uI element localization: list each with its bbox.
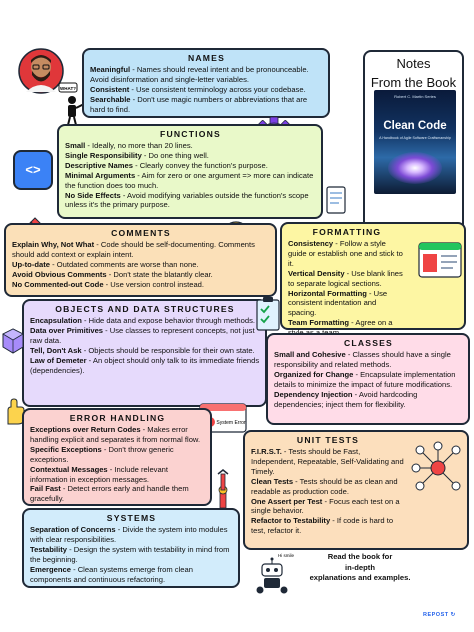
document-icon [326,186,346,214]
book-title: Clean Code [383,120,447,132]
names-title: NAMES [187,53,226,63]
formatting-item: Team Formatting - Agree on a [288,318,393,328]
formatting-item: Consistency - Follow a style guide or establish one and stick to it. [288,239,403,268]
chart-card-icon [418,242,462,278]
error-item: Specific Exceptions - Don't throw generic exceptions. [30,444,174,464]
read-line3: explanations and examples. [309,573,411,582]
formatting-item: Vertical Density - Use blank lines to separate logical sections. [288,268,403,288]
classes-card [266,333,470,425]
repost-icon[interactable]: REPOST ↻ [423,612,456,618]
systems-title: SYSTEMS [106,513,157,523]
notes-title-line2: From the Book [370,75,457,90]
classes-item: Small and Cohesive - Classes should have a single responsibility and related methods. [274,350,451,369]
objects-title: OBJECTS AND DATA STRUCTURES [55,304,235,314]
objects-item: Law of Demeter - An object should only talk to its immediate friends (dependencies). [30,355,260,375]
notes-title-line1: Notes [396,56,431,71]
read-line2: in-depth [345,562,375,572]
error-item: Fail Fast - Detect errors early and handle them gracefully. [30,484,189,504]
formatting-item: Horizontal Formatting - Use consistent indentation and spacing. [288,288,388,318]
functions-item: Descriptive Names - Clearly convey the function's purpose. [65,160,268,170]
comments-item: No Commented-out Code - Use version control instead. [12,279,204,289]
functions-item: Minimal Arguments - Aim for zero or one argument => more can indicate the function does too much. [65,170,314,190]
classes-title: CLASSES [344,338,393,348]
objects-item: Tell, Don't Ask - Objects should be responsible for their own state. [30,345,255,355]
formatting-title: FORMATTING [312,227,382,237]
code-cube-icon [2,328,24,354]
error-item: Contextual Messages - Include relevant information in exception messages. [30,464,169,484]
galaxy-image [388,152,442,184]
names-item: Meaningful - Names should reveal intent and be pronounceable. Avoid disinformation and single-letter variables. [90,65,309,84]
functions-item: Small - Ideally, no more than 20 lines. [65,141,193,150]
comments-item: Avoid Obvious Comments - Don't state the blatantly clear. [12,269,213,279]
comments-item: Explain Why, Not What - Code should be self-documenting. Comments should add context or explain intent. [12,240,255,259]
functions-title: FUNCTIONS [160,129,221,139]
error-title: ERROR HANDLING [69,413,166,423]
comments-item: Up-to-date - Outdated comments are worse than none. [12,259,199,269]
comments-title: COMMENTS [111,228,171,238]
code-brackets-icon: <> [13,150,53,190]
unit-tests-title: UNIT TESTS [296,435,360,445]
book-subtitle: A Handbook of Agile Software Craftsmanship [379,136,451,140]
functions-item: Single Responsibility - Do one thing well. [65,150,209,160]
names-item: Searchable - Don't use magic numbers or abbreviations that are hard to find. [90,94,308,114]
system-error-label: System Error [216,420,246,426]
error-card [22,408,212,506]
robot-icon [252,550,295,594]
objects-item: Encapsulation - Hide data and expose behavior through methods. [30,316,255,325]
read-the-book-note [296,552,424,592]
comments-card [4,223,277,297]
names-card [82,48,330,118]
unit-tests-item: F.I.R.S.T. - Tests should be Fast, Independent, Repeatable, Self-Validating and Timely. [251,447,404,476]
classes-item: Organized for Change - Encapsulate implementation details to minimize the impact of future modifications. [274,369,456,389]
unit-tests-item: Clean Tests - Tests should be as clean and readable as production code. [251,476,398,496]
functions-item: No Side Effects - Avoid modifying variables outside the function's scope unless it's the primary purpose. [65,190,309,210]
objects-card [22,299,267,407]
systems-card [22,508,240,588]
functions-card [57,124,323,219]
systems-item: Testability - Design the system with testability in mind from the beginning. [30,544,230,564]
read-line1: Read the book for [327,552,393,561]
unit-tests-item: Refactor to Testability - If code is hard to test, refactor it. [251,516,394,536]
notes-card [363,50,464,240]
repost-label: REPOST [423,612,449,618]
systems-item: Separation of Concerns - Divide the system into modules with clear responsibilities. [30,525,228,544]
hi-label: Hi smile [278,553,295,558]
network-icon [410,440,466,496]
what-label: WHAT? [60,86,76,91]
names-item: Consistent - Use consistent terminology across your codebase. [90,84,306,94]
error-item: Exceptions over Return Codes - Makes error handling explicit and separates it from normal flow. [30,425,201,444]
objects-item: Data over Primitives - Use classes to represent concepts, not just raw data. [30,325,255,345]
checklist-icon [255,296,281,332]
book-cover [374,90,456,194]
systems-item: Emergence - Clean systems emerge from clean components and continuous refactoring. [30,564,193,584]
classes-item: Dependency Injection - Avoid hardcoding dependencies; inject them for flexibility. [274,389,418,409]
unit-tests-item: One Assert per Test - Focus each test on a single behavior. [251,496,400,516]
book-author: Robert C. Martin Series [394,94,436,99]
